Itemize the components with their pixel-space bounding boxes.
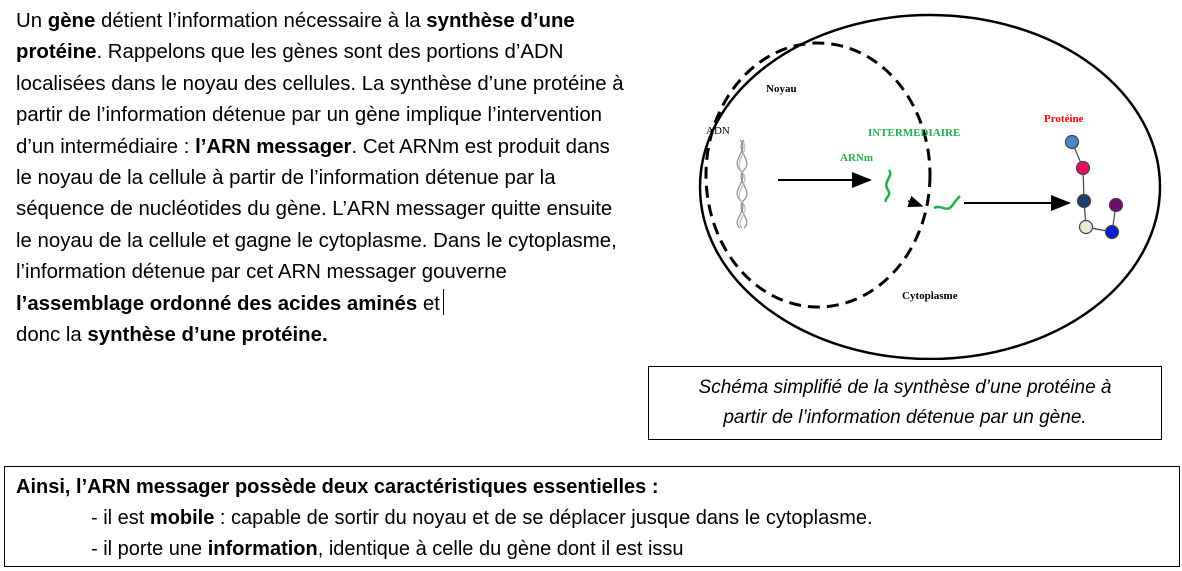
caption-line-2: partir de l’information détenue par un gène.: [723, 407, 1087, 428]
synthesis-diagram: [694, 10, 1164, 360]
text-cursor: [443, 289, 444, 315]
cell-outline: [700, 15, 1160, 359]
adn-label: ADN: [706, 125, 730, 137]
nucleus-outline: [706, 43, 930, 307]
text-run: . Rappelons que les gènes sont des portions d’ADN localisées dans le noyau des cellules. La synthèse d’une protéine à partir de l’information détenue par un gène implique l’intervention d’un intermédiaire :: [16, 41, 624, 158]
arnm-label: ARNm: [840, 152, 873, 164]
diagram-caption: [648, 366, 1162, 440]
intermediaire-label: INTERMEDIAIRE: [868, 127, 961, 139]
summary-item-information: [16, 534, 1179, 565]
summary-title: Ainsi, l’ARN messager possède deux caractéristiques essentielles :: [16, 476, 659, 498]
cytoplasme-label: Cytoplasme: [902, 290, 958, 302]
summary-box: [4, 466, 1180, 567]
text-run: - il est: [91, 507, 150, 529]
bold-arn-messager: l’ARN messager: [195, 135, 352, 158]
summary-item-mobile: [16, 503, 1179, 534]
proteine-label: Protéine: [1044, 113, 1084, 125]
text-run: : capable de sortir du noyau et de se déplacer jusque dans le cytoplasme.: [214, 507, 873, 529]
text-run: détient l’information nécessaire à la: [95, 10, 427, 32]
caption-line-1: Schéma simplifié de la synthèse d’une protéine à: [698, 377, 1112, 398]
bold-protein-synthesis-2: synthèse d’une protéine: [87, 324, 322, 347]
intro-paragraph: [16, 6, 631, 351]
text-run: - il porte une: [91, 538, 208, 560]
protein-chain-icon: [1066, 136, 1123, 239]
text-run: , identique à celle du gène dont il est issu: [317, 538, 684, 560]
arnm-nucleus-icon: [886, 170, 891, 202]
arnm-cytoplasm-icon: [934, 196, 960, 209]
text-run: .: [321, 324, 328, 347]
bold-information: information: [207, 538, 318, 560]
text-run: et: [417, 292, 440, 315]
bold-assemblage: l’assemblage ordonné des acides aminés: [16, 292, 418, 315]
text-run: . Cet ARNm est produit dans le noyau de la cellule à partir de l’information détenue par la séquence de nucléotides du gène. L’ARN messager quitte ensuite le noyau de la cellule et gagne le cytoplasme. Dans le cytoplasme, l’information détenue par cet ARN messager gouverne: [16, 135, 617, 284]
arrow-exit: [908, 201, 922, 206]
text-run: donc la: [16, 324, 88, 347]
bold-mobile: mobile: [149, 507, 215, 529]
bold-gene: gène: [47, 10, 96, 32]
bold-protein-synthesis: synthèse d’une protéine: [16, 10, 575, 64]
text-run: Un: [16, 10, 48, 32]
dna-helix-icon: [737, 140, 747, 228]
noyau-label: Noyau: [766, 83, 797, 95]
